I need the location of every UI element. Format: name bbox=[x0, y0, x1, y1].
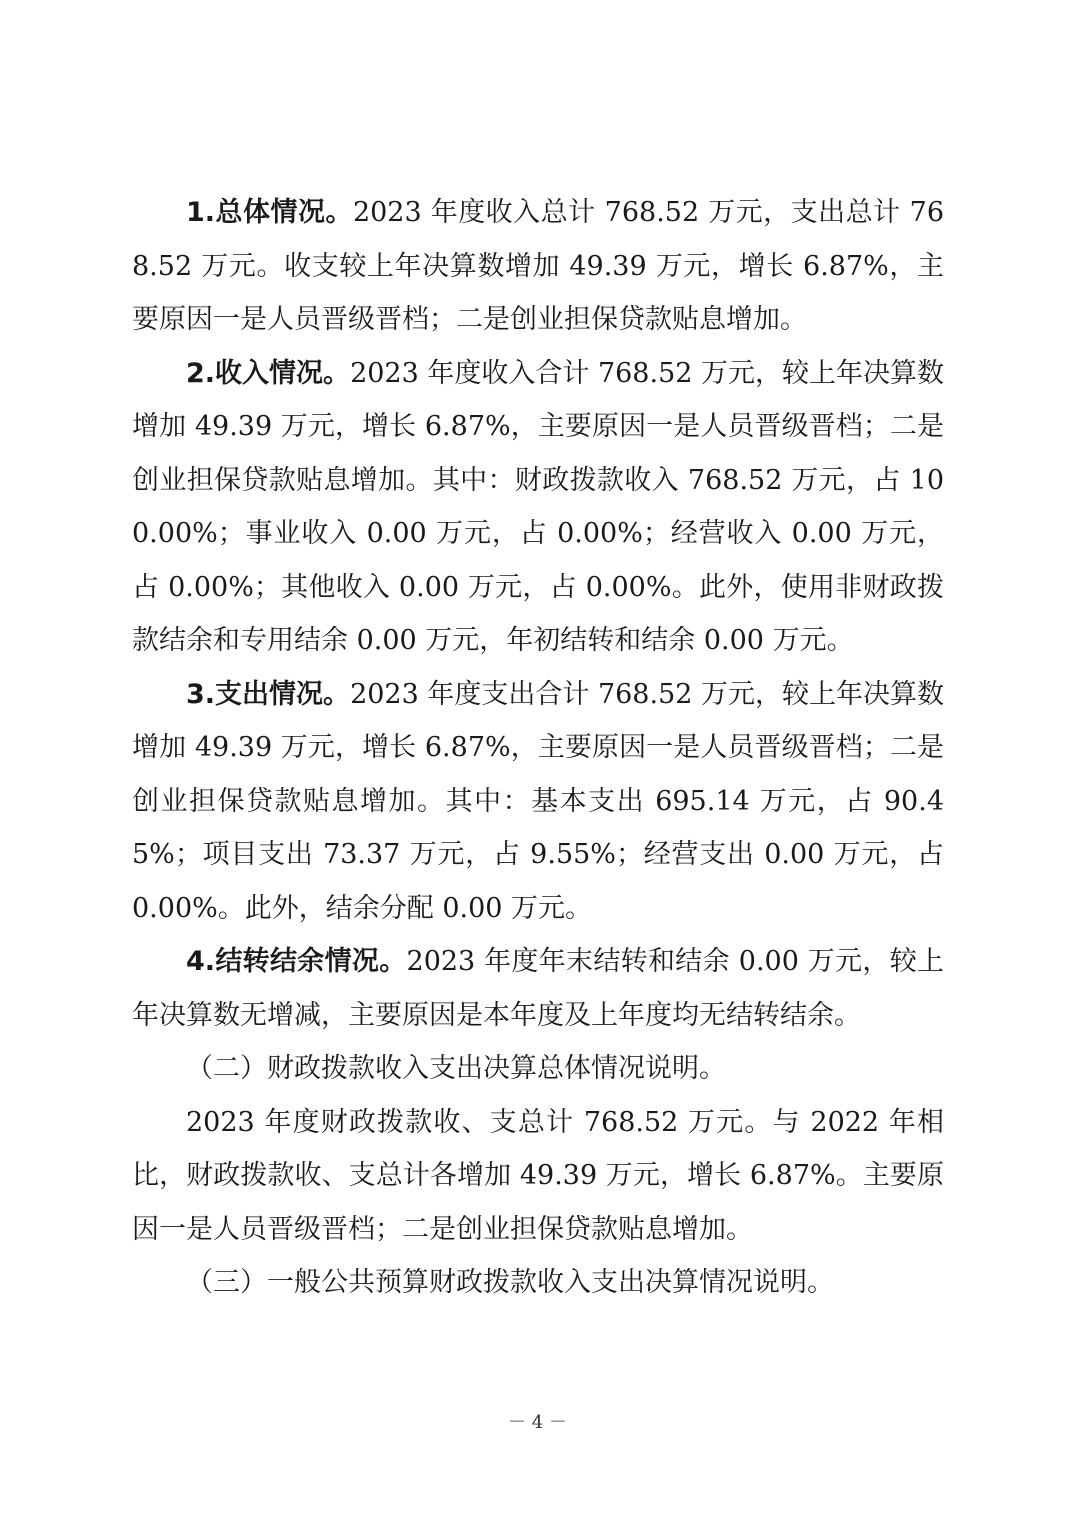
paragraph-fiscal-appropriation: 2023 年度财政拨款收、支总计 768.52 万元。与 2022 年相比，财政拨款收、支总计各增加 49.39 万元，增长 6.87%。主要原因一是人员晋级晋档；二是创业担保贷款贴息增加。 bbox=[132, 1106, 944, 1245]
section-expenditure bbox=[132, 668, 944, 936]
section-overall-title: 1.总体情况。 bbox=[186, 197, 353, 228]
page-number: － 4 － bbox=[508, 1412, 567, 1433]
section-income-text: 2023 年度收入合计 768.52 万元，较上年决算数增加 49.39 万元，增长 6.87%，主要原因一是人员晋级晋档；二是创业担保贷款贴息增加。其中：财政拨款收入 768.52 万元，占 100.00%；事业收入 0.00 万元，占 0.00%；经营收入 0.00 万元，占 0.00%；其他收入 0.00 万元，占 0.00%。此外，使用非财政拨款结余和专用结余 0.00 万元，年初结转和结余 0.00 万元。 bbox=[132, 357, 945, 656]
section-carryover-text: 2023 年度年末结转和结余 0.00 万元，较上年决算数无增减，主要原因是本年度及上年度均无结转结余。 bbox=[132, 946, 945, 1031]
section-expenditure-text: 2023 年度支出合计 768.52 万元，较上年决算数增加 49.39 万元，增长 6.87%，主要原因一是人员晋级晋档；二是创业担保贷款贴息增加。其中：基本支出 695.14 万元，占 90.45%；项目支出 73.37 万元，占 9.55%；经营支出 0.00 万元，占 0.00%。此外，结余分配 0.00 万元。 bbox=[132, 678, 945, 924]
section-overall bbox=[132, 186, 944, 347]
section-income-title: 2.收入情况。 bbox=[186, 357, 351, 389]
document-page bbox=[132, 186, 944, 1310]
section-income bbox=[132, 347, 944, 668]
heading-fiscal-appropriation: （二）财政拨款收入支出决算总体情况说明。 bbox=[186, 1053, 726, 1084]
section-overall-text: 2023 年度收入总计 768.52 万元，支出总计 768.52 万元。收支较上年决算数增加 49.39 万元，增长 6.87%，主要原因一是人员晋级晋档；二是创业担保贷款贴息增加。 bbox=[132, 197, 944, 335]
section-carryover-title: 4.结转结余情况。 bbox=[186, 946, 407, 977]
heading-general-public-budget: （三）一般公共预算财政拨款收入支出决算情况说明。 bbox=[186, 1267, 834, 1298]
section-carryover bbox=[132, 935, 944, 1042]
section-expenditure-title: 3.支出情况。 bbox=[186, 678, 351, 710]
